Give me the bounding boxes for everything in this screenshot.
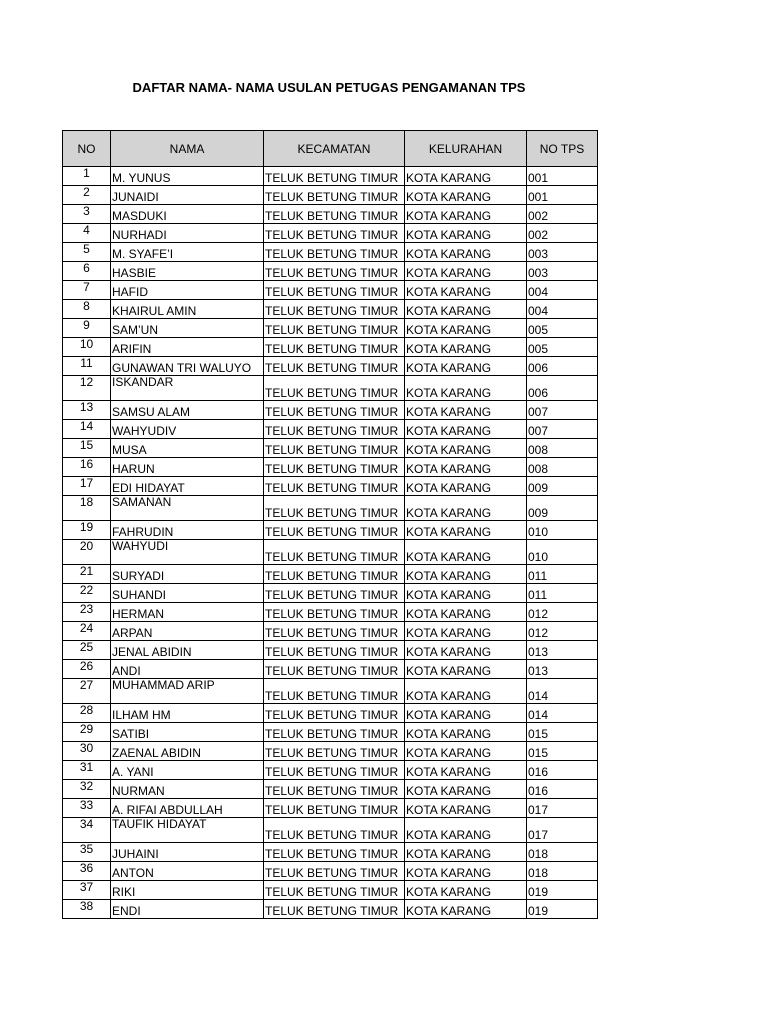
table-row (63, 818, 598, 843)
table-row (63, 205, 598, 224)
row-kecamatan-cell: TELUK BETUNG TIMUR (264, 521, 405, 540)
row-nama-cell: ZAENAL ABIDIN (111, 742, 264, 761)
row-no-tps-cell: 013 (527, 660, 598, 679)
table-row (63, 357, 598, 376)
row-no-tps-cell: 002 (527, 224, 598, 243)
row-no-tps-cell: 011 (527, 565, 598, 584)
row-no-tps-cell: 017 (527, 818, 598, 843)
row-no-cell: 7 (63, 281, 111, 300)
row-nama-cell: KHAIRUL AMIN (111, 300, 264, 319)
row-no-cell: 24 (63, 622, 111, 641)
row-no-tps-cell: 004 (527, 281, 598, 300)
row-kecamatan-cell: TELUK BETUNG TIMUR (264, 565, 405, 584)
row-nama-cell: MASDUKI (111, 205, 264, 224)
row-kecamatan-cell: TELUK BETUNG TIMUR (264, 167, 405, 186)
row-no-cell: 16 (63, 458, 111, 477)
row-kelurahan-cell: KOTA KARANG (405, 357, 527, 376)
row-kelurahan-cell: KOTA KARANG (405, 780, 527, 799)
row-nama-cell: JENAL ABIDIN (111, 641, 264, 660)
row-no-cell: 5 (63, 243, 111, 262)
row-no-tps-cell: 003 (527, 262, 598, 281)
row-nama-cell: EDI HIDAYAT (111, 477, 264, 496)
row-kecamatan-cell: TELUK BETUNG TIMUR (264, 401, 405, 420)
row-no-cell: 28 (63, 704, 111, 723)
row-kelurahan-cell: KOTA KARANG (405, 660, 527, 679)
row-no-tps-cell: 019 (527, 881, 598, 900)
row-no-tps-cell: 002 (527, 205, 598, 224)
row-no-cell: 1 (63, 167, 111, 186)
row-no-tps-cell: 003 (527, 243, 598, 262)
row-no-cell: 13 (63, 401, 111, 420)
row-no-cell: 20 (63, 540, 111, 565)
row-nama-cell: WAHYUDIV (111, 420, 264, 439)
row-kecamatan-cell: TELUK BETUNG TIMUR (264, 186, 405, 205)
row-kelurahan-cell: KOTA KARANG (405, 584, 527, 603)
table-row (63, 420, 598, 439)
row-kelurahan-cell: KOTA KARANG (405, 167, 527, 186)
row-kecamatan-cell: TELUK BETUNG TIMUR (264, 540, 405, 565)
row-nama-cell: GUNAWAN TRI WALUYO (111, 357, 264, 376)
row-no-cell: 35 (63, 843, 111, 862)
row-no-tps-cell: 018 (527, 843, 598, 862)
row-no-tps-cell: 013 (527, 641, 598, 660)
row-kecamatan-cell: TELUK BETUNG TIMUR (264, 584, 405, 603)
row-nama-cell: TAUFIK HIDAYAT (111, 818, 264, 843)
row-kecamatan-cell: TELUK BETUNG TIMUR (264, 477, 405, 496)
row-kecamatan-cell: TELUK BETUNG TIMUR (264, 262, 405, 281)
row-nama-cell: ARPAN (111, 622, 264, 641)
row-kelurahan-cell: KOTA KARANG (405, 401, 527, 420)
row-nama-cell: SAMSU ALAM (111, 401, 264, 420)
row-kecamatan-cell: TELUK BETUNG TIMUR (264, 205, 405, 224)
row-kecamatan-cell: TELUK BETUNG TIMUR (264, 319, 405, 338)
row-no-cell: 3 (63, 205, 111, 224)
row-kecamatan-cell: TELUK BETUNG TIMUR (264, 458, 405, 477)
row-kelurahan-cell: KOTA KARANG (405, 458, 527, 477)
row-no-cell: 33 (63, 799, 111, 818)
row-kelurahan-cell: KOTA KARANG (405, 186, 527, 205)
table-row (63, 565, 598, 584)
row-kecamatan-cell: TELUK BETUNG TIMUR (264, 243, 405, 262)
row-kecamatan-cell: TELUK BETUNG TIMUR (264, 357, 405, 376)
table-body (63, 167, 598, 919)
table-row (63, 262, 598, 281)
row-no-tps-cell: 005 (527, 338, 598, 357)
header-nama: NAMA (111, 131, 264, 167)
row-no-tps-cell: 012 (527, 622, 598, 641)
row-kelurahan-cell: KOTA KARANG (405, 723, 527, 742)
row-nama-cell: NURHADI (111, 224, 264, 243)
row-kelurahan-cell: KOTA KARANG (405, 300, 527, 319)
row-nama-cell: MUHAMMAD ARIP (111, 679, 264, 704)
row-no-cell: 38 (63, 900, 111, 919)
row-kelurahan-cell: KOTA KARANG (405, 262, 527, 281)
row-nama-cell: NURMAN (111, 780, 264, 799)
header-kecamatan: KECAMATAN (264, 131, 405, 167)
row-kecamatan-cell: TELUK BETUNG TIMUR (264, 496, 405, 521)
row-kelurahan-cell: KOTA KARANG (405, 376, 527, 401)
row-no-cell: 32 (63, 780, 111, 799)
table-row (63, 660, 598, 679)
row-no-cell: 14 (63, 420, 111, 439)
row-nama-cell: ENDI (111, 900, 264, 919)
row-kelurahan-cell: KOTA KARANG (405, 761, 527, 780)
row-kecamatan-cell: TELUK BETUNG TIMUR (264, 281, 405, 300)
table-row (63, 167, 598, 186)
table-row (63, 281, 598, 300)
table-row (63, 458, 598, 477)
row-no-tps-cell: 007 (527, 401, 598, 420)
row-no-tps-cell: 014 (527, 704, 598, 723)
row-no-tps-cell: 011 (527, 584, 598, 603)
row-nama-cell: ARIFIN (111, 338, 264, 357)
row-nama-cell: SATIBI (111, 723, 264, 742)
row-nama-cell: M. SYAFE’I (111, 243, 264, 262)
table-row (63, 186, 598, 205)
row-nama-cell: A. YANI (111, 761, 264, 780)
table-row (63, 641, 598, 660)
row-kecamatan-cell: TELUK BETUNG TIMUR (264, 641, 405, 660)
row-kecamatan-cell: TELUK BETUNG TIMUR (264, 723, 405, 742)
header-no: NO (63, 131, 111, 167)
row-no-cell: 37 (63, 881, 111, 900)
row-kecamatan-cell: TELUK BETUNG TIMUR (264, 799, 405, 818)
table-row (63, 742, 598, 761)
row-kecamatan-cell: TELUK BETUNG TIMUR (264, 900, 405, 919)
table-row (63, 376, 598, 401)
row-nama-cell: HARUN (111, 458, 264, 477)
row-nama-cell: A. RIFAI ABDULLAH (111, 799, 264, 818)
row-nama-cell: SAM’UN (111, 319, 264, 338)
row-no-tps-cell: 005 (527, 319, 598, 338)
row-kecamatan-cell: TELUK BETUNG TIMUR (264, 881, 405, 900)
row-nama-cell: MUSA (111, 439, 264, 458)
row-kelurahan-cell: KOTA KARANG (405, 742, 527, 761)
row-no-cell: 19 (63, 521, 111, 540)
row-no-cell: 18 (63, 496, 111, 521)
row-kelurahan-cell: KOTA KARANG (405, 641, 527, 660)
table-row (63, 704, 598, 723)
row-nama-cell: WAHYUDI (111, 540, 264, 565)
row-nama-cell: SURYADI (111, 565, 264, 584)
row-kelurahan-cell: KOTA KARANG (405, 439, 527, 458)
row-no-tps-cell: 001 (527, 186, 598, 205)
document-title: DAFTAR NAMA- NAMA USULAN PETUGAS PENGAMANAN TPS (132, 80, 526, 95)
row-no-cell: 22 (63, 584, 111, 603)
row-no-cell: 15 (63, 439, 111, 458)
row-nama-cell: FAHRUDIN (111, 521, 264, 540)
row-nama-cell: RIKI (111, 881, 264, 900)
table-row (63, 496, 598, 521)
row-nama-cell: JUHAINI (111, 843, 264, 862)
table-row (63, 439, 598, 458)
table-row (63, 401, 598, 420)
row-no-cell: 10 (63, 338, 111, 357)
row-kelurahan-cell: KOTA KARANG (405, 540, 527, 565)
row-kecamatan-cell: TELUK BETUNG TIMUR (264, 761, 405, 780)
row-no-cell: 27 (63, 679, 111, 704)
row-no-cell: 9 (63, 319, 111, 338)
row-no-tps-cell: 006 (527, 357, 598, 376)
row-no-cell: 21 (63, 565, 111, 584)
row-no-tps-cell: 006 (527, 376, 598, 401)
row-kelurahan-cell: KOTA KARANG (405, 862, 527, 881)
row-no-cell: 2 (63, 186, 111, 205)
row-kecamatan-cell: TELUK BETUNG TIMUR (264, 622, 405, 641)
row-no-cell: 8 (63, 300, 111, 319)
row-no-cell: 36 (63, 862, 111, 881)
row-no-tps-cell: 010 (527, 521, 598, 540)
row-no-tps-cell: 008 (527, 458, 598, 477)
row-no-cell: 11 (63, 357, 111, 376)
table-row (63, 843, 598, 862)
row-nama-cell: ANTON (111, 862, 264, 881)
row-no-tps-cell: 014 (527, 679, 598, 704)
row-kelurahan-cell: KOTA KARANG (405, 496, 527, 521)
row-kecamatan-cell: TELUK BETUNG TIMUR (264, 300, 405, 319)
table-row (63, 622, 598, 641)
header-no-tps: NO TPS (527, 131, 598, 167)
row-kelurahan-cell: KOTA KARANG (405, 565, 527, 584)
table-row (63, 761, 598, 780)
row-kecamatan-cell: TELUK BETUNG TIMUR (264, 742, 405, 761)
row-kelurahan-cell: KOTA KARANG (405, 224, 527, 243)
row-no-cell: 30 (63, 742, 111, 761)
table-row (63, 679, 598, 704)
table-row (63, 723, 598, 742)
row-kecamatan-cell: TELUK BETUNG TIMUR (264, 843, 405, 862)
row-no-tps-cell: 017 (527, 799, 598, 818)
row-kecamatan-cell: TELUK BETUNG TIMUR (264, 818, 405, 843)
row-no-cell: 34 (63, 818, 111, 843)
row-kelurahan-cell: KOTA KARANG (405, 281, 527, 300)
row-no-tps-cell: 016 (527, 780, 598, 799)
row-nama-cell: HERMAN (111, 603, 264, 622)
row-no-tps-cell: 001 (527, 167, 598, 186)
row-kelurahan-cell: KOTA KARANG (405, 679, 527, 704)
row-kelurahan-cell: KOTA KARANG (405, 420, 527, 439)
row-no-tps-cell: 018 (527, 862, 598, 881)
row-kecamatan-cell: TELUK BETUNG TIMUR (264, 338, 405, 357)
row-kecamatan-cell: TELUK BETUNG TIMUR (264, 420, 405, 439)
row-kelurahan-cell: KOTA KARANG (405, 799, 527, 818)
row-kelurahan-cell: KOTA KARANG (405, 900, 527, 919)
row-no-tps-cell: 007 (527, 420, 598, 439)
row-no-cell: 6 (63, 262, 111, 281)
table-row (63, 603, 598, 622)
row-kelurahan-cell: KOTA KARANG (405, 704, 527, 723)
row-no-tps-cell: 009 (527, 477, 598, 496)
row-no-tps-cell: 010 (527, 540, 598, 565)
row-no-cell: 17 (63, 477, 111, 496)
table-header-row (63, 131, 598, 167)
row-nama-cell: HASBIE (111, 262, 264, 281)
table-row (63, 224, 598, 243)
row-nama-cell: ANDI (111, 660, 264, 679)
row-no-cell: 31 (63, 761, 111, 780)
table-row (63, 243, 598, 262)
row-no-tps-cell: 015 (527, 742, 598, 761)
table-row (63, 300, 598, 319)
row-no-tps-cell: 008 (527, 439, 598, 458)
row-nama-cell: JUNAIDI (111, 186, 264, 205)
row-nama-cell: ILHAM HM (111, 704, 264, 723)
header-kelurahan: KELURAHAN (405, 131, 527, 167)
table-row (63, 338, 598, 357)
row-no-tps-cell: 004 (527, 300, 598, 319)
row-no-cell: 12 (63, 376, 111, 401)
row-no-cell: 4 (63, 224, 111, 243)
row-kelurahan-cell: KOTA KARANG (405, 603, 527, 622)
row-kelurahan-cell: KOTA KARANG (405, 881, 527, 900)
row-kelurahan-cell: KOTA KARANG (405, 521, 527, 540)
row-kecamatan-cell: TELUK BETUNG TIMUR (264, 439, 405, 458)
row-nama-cell: SAMANAN (111, 496, 264, 521)
table-row (63, 900, 598, 919)
row-kecamatan-cell: TELUK BETUNG TIMUR (264, 862, 405, 881)
row-no-cell: 25 (63, 641, 111, 660)
row-kelurahan-cell: KOTA KARANG (405, 205, 527, 224)
row-no-tps-cell: 012 (527, 603, 598, 622)
table-row (63, 319, 598, 338)
row-kelurahan-cell: KOTA KARANG (405, 818, 527, 843)
row-kelurahan-cell: KOTA KARANG (405, 622, 527, 641)
table-row (63, 881, 598, 900)
row-kelurahan-cell: KOTA KARANG (405, 338, 527, 357)
row-no-tps-cell: 016 (527, 761, 598, 780)
row-nama-cell: M. YUNUS (111, 167, 264, 186)
row-kecamatan-cell: TELUK BETUNG TIMUR (264, 780, 405, 799)
row-kecamatan-cell: TELUK BETUNG TIMUR (264, 660, 405, 679)
row-kecamatan-cell: TELUK BETUNG TIMUR (264, 679, 405, 704)
table-row (63, 780, 598, 799)
row-no-cell: 29 (63, 723, 111, 742)
row-kecamatan-cell: TELUK BETUNG TIMUR (264, 376, 405, 401)
row-kelurahan-cell: KOTA KARANG (405, 477, 527, 496)
table-row (63, 862, 598, 881)
table-row (63, 521, 598, 540)
row-no-cell: 23 (63, 603, 111, 622)
table-row (63, 584, 598, 603)
table-row (63, 540, 598, 565)
table-row (63, 477, 598, 496)
row-no-cell: 26 (63, 660, 111, 679)
row-kecamatan-cell: TELUK BETUNG TIMUR (264, 704, 405, 723)
row-no-tps-cell: 019 (527, 900, 598, 919)
row-kecamatan-cell: TELUK BETUNG TIMUR (264, 603, 405, 622)
table-row (63, 799, 598, 818)
row-nama-cell: HAFID (111, 281, 264, 300)
petugas-table (62, 130, 598, 919)
row-kelurahan-cell: KOTA KARANG (405, 843, 527, 862)
row-nama-cell: SUHANDI (111, 584, 264, 603)
row-kecamatan-cell: TELUK BETUNG TIMUR (264, 224, 405, 243)
row-nama-cell: ISKANDAR (111, 376, 264, 401)
row-kelurahan-cell: KOTA KARANG (405, 319, 527, 338)
row-no-tps-cell: 009 (527, 496, 598, 521)
row-no-tps-cell: 015 (527, 723, 598, 742)
row-kelurahan-cell: KOTA KARANG (405, 243, 527, 262)
